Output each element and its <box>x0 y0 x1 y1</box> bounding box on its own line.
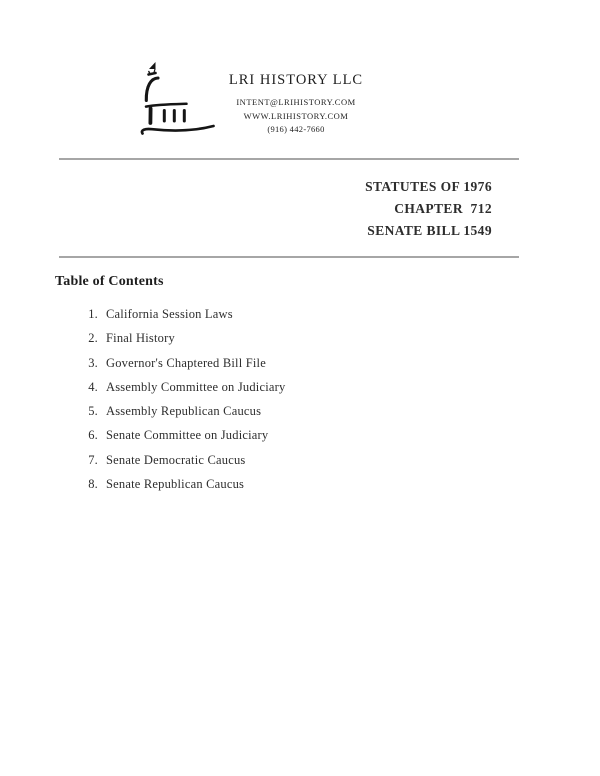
toc-item-number: 1. <box>88 307 98 321</box>
senate-bill-line: SENATE BILL 1549 <box>367 223 492 238</box>
toc-item-label: Final History <box>106 331 175 346</box>
company-email: INTENT@LRIHISTORY.COM <box>236 97 356 107</box>
toc-item-number: 5. <box>88 404 98 419</box>
toc-item-label: Senate Republican Caucus <box>106 477 245 492</box>
company-phone: (916) 442-7660 <box>267 124 325 134</box>
company-website: WWW.LRIHISTORY.COM <box>243 110 349 121</box>
statute-reference <box>0 176 492 242</box>
toc-item <box>86 331 285 345</box>
toc-item <box>86 453 285 467</box>
toc-item-number: 2. <box>88 331 98 346</box>
toc-item-number: 8. <box>88 477 98 492</box>
toc-item-label: Assembly Republican Caucus <box>106 404 262 419</box>
horizontal-rule-bottom <box>59 256 519 258</box>
letterhead <box>146 72 446 136</box>
company-name: LRI HISTORY LLC <box>228 72 364 88</box>
chapter-line: CHAPTER 712 <box>394 201 492 216</box>
toc-item-label: Senate Committee on Judiciary <box>106 428 269 443</box>
toc-item <box>86 477 285 491</box>
toc-item-label: Assembly Committee on Judiciary <box>106 379 286 394</box>
toc-item <box>86 307 285 321</box>
statutes-line: STATUTES OF 1976 <box>365 179 492 194</box>
toc-item-number: 3. <box>88 355 98 370</box>
toc-item-number: 4. <box>88 379 98 394</box>
toc-item-number: 6. <box>88 428 98 443</box>
toc-item-label: Governor's Chaptered Bill File <box>106 355 266 370</box>
horizontal-rule-top <box>59 158 519 160</box>
toc-item-label: Senate Democratic Caucus <box>106 452 246 467</box>
toc-item-number: 7. <box>88 452 98 467</box>
toc-list <box>86 307 285 501</box>
toc-item <box>86 356 285 370</box>
toc-item <box>86 404 285 418</box>
toc-item <box>86 380 285 394</box>
toc-heading: Table of Contents <box>55 274 164 289</box>
toc-item <box>86 428 285 442</box>
toc-item-label: California Session Laws <box>106 307 233 321</box>
